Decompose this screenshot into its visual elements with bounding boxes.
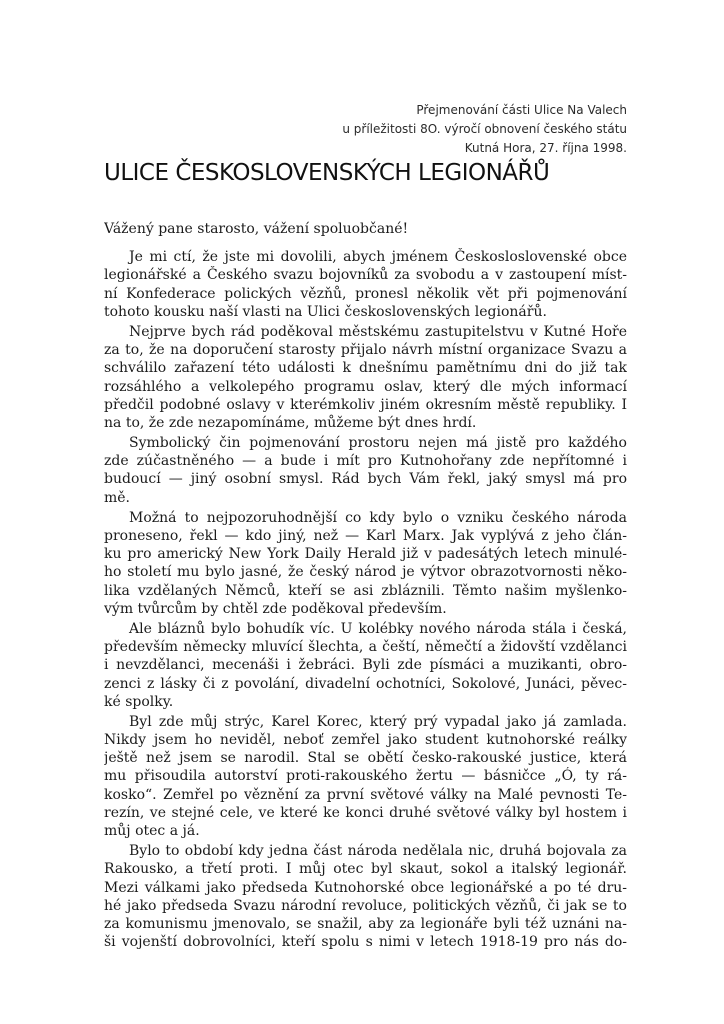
paragraph-line: za to, že na doporučení starosty přijalo návrh místní organizace Svazu a — [104, 342, 627, 359]
paragraph-line: i nevzdělanci, mecenáši i žebráci. Byli zde písmáci a muzikanti, obro- — [104, 657, 627, 674]
header-line: Přejmenování části Ulice Na Valech — [416, 103, 627, 117]
paragraph-line: ku pro americký New York Daily Herald již v padesátých letech minulé- — [104, 546, 627, 563]
paragraph — [104, 248, 627, 321]
paragraph-line: ho století mu bylo jasné, že český národ je výtvor obrazotvornosti něko- — [104, 564, 627, 581]
paragraph-line: ké spolky. — [104, 693, 174, 710]
paragraph-line: Ale bláznů bylo bohudík víc. U kolébky nového národa stála i česká, — [129, 620, 627, 637]
paragraph — [104, 509, 627, 618]
salutation: Vážený pane starosto, vážení spoluobčané! — [104, 221, 409, 237]
paragraph-line: Byl zde můj strýc, Karel Korec, který prý vypadal jako já zamlada. — [129, 713, 627, 730]
paragraph-line: ještě než jsem se narodil. Stal se obětí česko-rakouské justice, která — [104, 750, 627, 767]
paragraph-line: mě. — [104, 489, 131, 506]
paragraph — [104, 713, 627, 840]
paragraph-line: Bylo to období kdy jedna část národa nedělala nic, druhá bojovala za — [129, 843, 627, 860]
paragraph-line: Možná to nejpozoruhodnější co kdy bylo o vzniku českého národa — [129, 509, 627, 526]
paragraph-line: lika vzdělaných Němců, kteří se asi zbláznili. Těmto našim myšlenko- — [104, 582, 627, 599]
header-line: Kutná Hora, 27. října 1998. — [464, 141, 627, 155]
paragraph — [104, 620, 627, 711]
paragraph-line: tohoto kousku naší vlasti na Ulici československých legionářů. — [104, 303, 547, 320]
paragraph-line: především německy mluvící šlechta, a čeští, němečtí a židovští vzdělanci — [104, 639, 627, 656]
document-header — [104, 101, 627, 158]
paragraph-line: schválilo zařazení této události k dnešnímu pamětnímu dni do již tak — [104, 360, 627, 377]
paragraph-line: ši vojenští dobrovolníci, kteří spolu s nimi v letech 1918-19 pro nás do- — [104, 934, 627, 951]
paragraph — [104, 434, 627, 507]
paragraph-line: hé jako předseda Svazu národní revoluce, politických vězňů, či jak se to — [104, 897, 627, 914]
paragraph-line: Mezi válkami jako předseda Kutnohorské obce legionářské a po té dru- — [104, 879, 627, 896]
paragraph-line: za komunismu jmenovalo, se snažil, aby za legionáře byli též uznáni na- — [104, 915, 627, 932]
paragraph-line: na to, že zde nezapomínáme, můžeme být dnes hrdí. — [104, 414, 477, 431]
paragraph-line: rozsáhlého a velkolepého programu oslav, který dle mých informací — [104, 378, 627, 395]
paragraph-line: Nejprve bych rád poděkoval městskému zastupitelstvu v Kutné Hoře — [129, 323, 627, 340]
paragraph — [104, 842, 627, 951]
paragraph-line: Je mi ctí, že jste mi dovolili, abych jménem Českosloslovenské obce — [129, 249, 627, 266]
paragraph-line: proneseno, řekl — kdo jiný, než — Karl Marx. Jak vyplývá z jeho člán- — [104, 528, 627, 544]
paragraph-line: zenci z lásky či z povolání, divadelní ochotníci, Sokolové, Junáci, pěvec- — [104, 675, 627, 692]
paragraph-line: mu přisoudila autorství proti-rakouského žertu — básničce „Ó, ty rá- — [104, 768, 627, 785]
document-title: ULICE ČESKOSLOVENSKÝCH LEGIONÁŘŮ — [104, 160, 550, 186]
paragraph-line: Nikdy jsem ho neviděl, neboť zemřel jako student kutnohorské reálky — [104, 732, 627, 749]
paragraph-line: můj otec a já. — [104, 823, 200, 839]
paragraph-line: kosko“. Zemřel po věznění za první světové války na Malé pevnosti Te- — [104, 786, 627, 803]
paragraph-line: ní Konfederace polických vězňů, pronesl několik vět při pojmenování — [104, 285, 627, 302]
paragraph-line: vým tvůrcům by chtěl zde poděkoval především. — [104, 600, 447, 617]
paragraph-line: budoucí — jiný osobní smysl. Rád bych Vám řekl, jaký smysl má pro — [104, 471, 627, 488]
paragraph-line: Symbolický čin pojmenování prostoru nejen má jistě pro každého — [129, 435, 627, 452]
paragraph-line: předčil podobné oslavy v kterémkoliv jiném okresním městě republiky. I — [104, 396, 627, 413]
paragraph-line: zde zúčastněného — a bude i mít pro Kutnohořany zde nepřítomné i — [104, 453, 627, 470]
header-line: u příležitosti 8O. výročí obnovení českého státu — [342, 122, 627, 136]
paragraph-line: rezín, ve stejné cele, ve které ke konci druhé světové války byl hostem i — [104, 804, 627, 821]
paragraph-line: Rakousko, a třetí proti. I můj otec byl skaut, sokol a italský legionář. — [104, 861, 627, 878]
document-body — [104, 220, 627, 951]
paragraph-line: legionářské a Českého svazu bojovníků za svobodu a v zastoupení míst- — [104, 267, 627, 284]
paragraph — [104, 323, 627, 432]
